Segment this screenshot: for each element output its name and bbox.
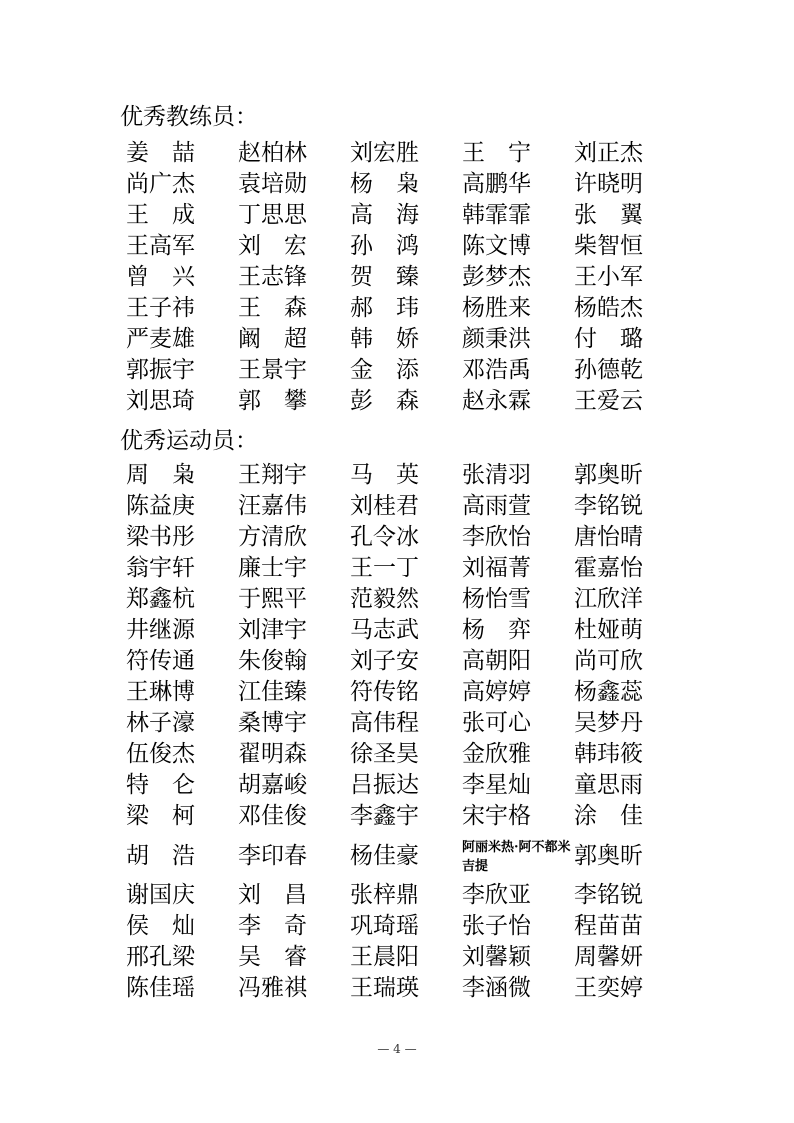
name-row <box>126 355 686 386</box>
name-row <box>126 386 686 417</box>
name-cell: 张梓鼎 <box>350 882 419 908</box>
name-row <box>126 169 686 200</box>
coaches-name-grid <box>126 138 686 417</box>
name-cell: 符传铭 <box>350 679 419 705</box>
name-cell: 梁柯 <box>126 803 218 829</box>
name-cell: 金欣雅 <box>462 741 531 767</box>
name-cell: 刘昌 <box>238 882 330 908</box>
name-cell: 邓浩禹 <box>462 357 531 383</box>
name-cell: 杨枭 <box>350 171 442 197</box>
name-cell: 孙德乾 <box>574 357 643 383</box>
name-cell: 刘宏胜 <box>350 140 419 166</box>
name-cell: 严麦雄 <box>126 326 195 352</box>
name-row <box>126 138 686 169</box>
name-row <box>126 615 686 646</box>
name-cell: 刘福菁 <box>462 555 531 581</box>
name-cell: 胡嘉峻 <box>238 772 307 798</box>
name-cell: 刘桂君 <box>350 493 419 519</box>
name-cell: 王高军 <box>126 233 195 259</box>
name-cell: 高鹏华 <box>462 171 531 197</box>
name-row <box>126 646 686 677</box>
name-cell: 姜喆 <box>126 140 218 166</box>
name-cell: 范毅然 <box>350 586 419 612</box>
name-cell: 李铭锐 <box>574 493 643 519</box>
name-cell: 徐圣昊 <box>350 741 419 767</box>
name-cell: 王志锋 <box>238 264 307 290</box>
name-cell: 朱俊翰 <box>238 648 307 674</box>
name-cell: 杜娅萌 <box>574 617 643 643</box>
name-cell: 杨胜来 <box>462 295 531 321</box>
name-cell: 李鑫宇 <box>350 803 419 829</box>
name-cell: 王奕婷 <box>574 975 643 1001</box>
name-cell: 吴梦丹 <box>574 710 643 736</box>
name-cell: 尚可欣 <box>574 648 643 674</box>
name-cell: 刘思琦 <box>126 388 195 414</box>
name-cell: 伍俊杰 <box>126 741 195 767</box>
name-cell: 周枭 <box>126 462 218 488</box>
name-cell: 杨弈 <box>462 617 554 643</box>
name-cell: 高婷婷 <box>462 679 531 705</box>
name-cell: 程苗苗 <box>574 913 643 939</box>
name-row <box>126 911 686 942</box>
name-cell: 马志武 <box>350 617 419 643</box>
name-row <box>126 801 686 832</box>
name-cell: 宋宇格 <box>462 803 531 829</box>
name-cell: 李印春 <box>238 842 307 869</box>
name-cell: 高朝阳 <box>462 648 531 674</box>
name-cell: 王子祎 <box>126 295 195 321</box>
name-cell: 梁书彤 <box>126 524 195 550</box>
name-cell: 李欣怡 <box>462 524 531 550</box>
name-cell: 唐怡晴 <box>574 524 643 550</box>
name-cell: 刘馨颖 <box>462 944 531 970</box>
name-cell: 井继源 <box>126 617 195 643</box>
name-cell: 郭振宇 <box>126 357 195 383</box>
name-cell: 彭森 <box>350 388 442 414</box>
name-row <box>126 262 686 293</box>
name-cell: 贺臻 <box>350 264 442 290</box>
name-cell: 李涵微 <box>462 975 531 1001</box>
name-cell: 张清羽 <box>462 462 531 488</box>
name-cell: 韩霏霏 <box>462 202 531 228</box>
name-cell: 林子濠 <box>126 710 195 736</box>
name-row <box>126 942 686 973</box>
name-cell: 曾兴 <box>126 264 218 290</box>
name-cell: 翁宇轩 <box>126 555 195 581</box>
name-cell: 于熙平 <box>238 586 307 612</box>
name-cell: 郭奥昕 <box>574 842 643 869</box>
name-cell: 冯雅祺 <box>238 975 307 1001</box>
page-number: — 4 — <box>377 1042 417 1056</box>
name-row <box>126 584 686 615</box>
name-cell: 侯灿 <box>126 913 218 939</box>
name-cell: 丁思思 <box>238 202 307 228</box>
name-cell: 柴智恒 <box>574 233 643 259</box>
name-cell: 涂佳 <box>574 803 666 829</box>
name-row <box>126 293 686 324</box>
name-cell: 王瑞瑛 <box>350 975 419 1001</box>
name-cell: 郭奥昕 <box>574 462 643 488</box>
athletes-heading: 优秀运动员： <box>120 428 258 454</box>
name-row <box>126 553 686 584</box>
name-cell: 邓佳俊 <box>238 803 307 829</box>
name-cell: 吕振达 <box>350 772 419 798</box>
name-cell: 孔令冰 <box>350 524 419 550</box>
name-cell: 杨鑫蕊 <box>574 679 643 705</box>
name-cell: 王宁 <box>462 140 554 166</box>
name-row <box>126 522 686 553</box>
name-cell: 刘正杰 <box>574 140 643 166</box>
name-cell: 王爱云 <box>574 388 643 414</box>
name-row <box>126 231 686 262</box>
name-cell: 王森 <box>238 295 330 321</box>
name-cell: 张可心 <box>462 710 531 736</box>
name-row <box>126 880 686 911</box>
name-cell: 陈佳瑶 <box>126 975 195 1001</box>
name-cell: 符传通 <box>126 648 195 674</box>
name-cell: 王成 <box>126 202 218 228</box>
name-cell: 许晓明 <box>574 171 643 197</box>
name-cell: 吴睿 <box>238 944 330 970</box>
name-cell: 金添 <box>350 357 442 383</box>
name-row <box>126 491 686 522</box>
name-cell: 李欣亚 <box>462 882 531 908</box>
name-cell: 韩玮筱 <box>574 741 643 767</box>
name-cell: 郑鑫杭 <box>126 586 195 612</box>
name-cell: 李奇 <box>238 913 330 939</box>
coaches-heading: 优秀教练员： <box>120 104 258 130</box>
name-cell: 高海 <box>350 202 442 228</box>
name-cell: 王琳博 <box>126 679 195 705</box>
name-cell: 巩琦瑶 <box>350 913 419 939</box>
name-cell: 霍嘉怡 <box>574 555 643 581</box>
name-row <box>126 708 686 739</box>
name-cell: 特仑 <box>126 772 218 798</box>
name-row <box>126 200 686 231</box>
name-cell: 阿丽米热·阿不都米吉提 <box>462 840 571 874</box>
name-cell: 李星灿 <box>462 772 531 798</box>
name-cell: 李铭锐 <box>574 882 643 908</box>
name-row <box>126 460 686 491</box>
name-cell: 王晨阳 <box>350 944 419 970</box>
name-row <box>126 832 686 880</box>
name-cell: 翟明森 <box>238 741 307 767</box>
name-cell: 王小军 <box>574 264 643 290</box>
name-cell: 杨皓杰 <box>574 295 643 321</box>
name-cell: 赵永霖 <box>462 388 531 414</box>
name-cell: 周馨妍 <box>574 944 643 970</box>
name-cell: 张子怡 <box>462 913 531 939</box>
name-cell: 高雨萱 <box>462 493 531 519</box>
name-cell: 彭梦杰 <box>462 264 531 290</box>
name-cell: 王景宇 <box>238 357 307 383</box>
name-cell: 高伟程 <box>350 710 419 736</box>
name-cell: 江佳臻 <box>238 679 307 705</box>
name-cell: 刘津宇 <box>238 617 307 643</box>
name-cell: 方清欣 <box>238 524 307 550</box>
name-cell: 汪嘉伟 <box>238 493 307 519</box>
name-cell: 陈益庚 <box>126 493 195 519</box>
name-cell: 袁培勋 <box>238 171 307 197</box>
name-cell: 刘宏 <box>238 233 330 259</box>
name-cell: 尚广杰 <box>126 171 195 197</box>
name-cell: 杨佳豪 <box>350 842 419 869</box>
name-cell: 胡浩 <box>126 842 218 869</box>
name-cell: 张翼 <box>574 202 666 228</box>
name-cell: 郭攀 <box>238 388 330 414</box>
name-cell: 江欣洋 <box>574 586 643 612</box>
name-row <box>126 677 686 708</box>
name-cell: 孙鸿 <box>350 233 442 259</box>
name-cell: 桑博宇 <box>238 710 307 736</box>
name-cell: 郝玮 <box>350 295 442 321</box>
name-cell: 谢国庆 <box>126 882 195 908</box>
name-cell: 邢孔梁 <box>126 944 195 970</box>
name-row <box>126 770 686 801</box>
name-cell: 陈文博 <box>462 233 531 259</box>
name-cell: 童思雨 <box>574 772 643 798</box>
name-cell: 韩娇 <box>350 326 442 352</box>
name-row <box>126 324 686 355</box>
name-cell: 王翔宇 <box>238 462 307 488</box>
name-cell: 马英 <box>350 462 442 488</box>
name-cell: 颜秉洪 <box>462 326 531 352</box>
athletes-name-grid <box>126 460 686 1004</box>
name-cell: 付璐 <box>574 326 666 352</box>
name-cell: 刘子安 <box>350 648 419 674</box>
name-cell: 杨怡雪 <box>462 586 531 612</box>
name-cell: 阚超 <box>238 326 330 352</box>
name-row <box>126 739 686 770</box>
name-cell: 王一丁 <box>350 555 419 581</box>
name-cell: 廉士宇 <box>238 555 307 581</box>
name-row <box>126 973 686 1004</box>
name-cell: 赵柏林 <box>238 140 307 166</box>
